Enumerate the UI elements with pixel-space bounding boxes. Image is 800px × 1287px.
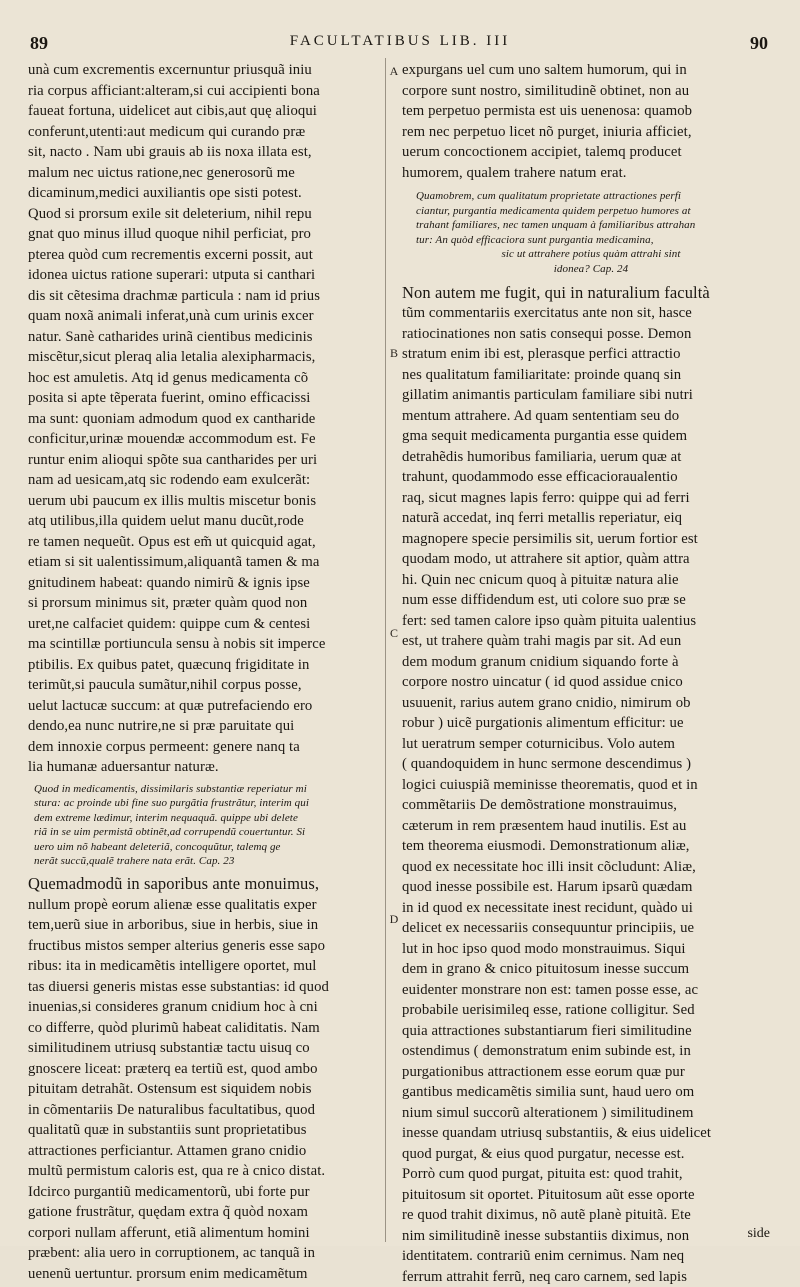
page-number-left: 89 [30, 33, 48, 53]
text-line: stratum enim ibi est, plerasque perfici attractio [402, 346, 681, 363]
text-line: dicaminum,medici auxiliantis ope sisti potest. [28, 185, 302, 201]
text-line: tur: An quòd efficaciora sunt purgantia medicamina, [416, 233, 654, 246]
text-line: gillatim animantis particulam familiare sibi nutri [402, 387, 693, 404]
text-line: corpore nostro uincatur ( id quod assidue cnico [402, 674, 683, 691]
text-line: terimũt,si paucula sumãtur,nihil corpus posse, [28, 677, 302, 693]
text-line: atq utilibus,illa quidem uelut manu ducũt,rode [28, 513, 304, 529]
text-line: re tamen nequeũt. Opus est em̃ ut quicquid agat, [28, 533, 316, 550]
text-line: faueat fortuna, uidelicet aut cibis,aut quę alioqui [28, 103, 317, 119]
text-line: robur ) uicẽ purgationis alimentum efficitur: ue [402, 715, 684, 732]
text-line: ma scintillæ portiuncula sensu à nobis sit imperce [28, 636, 326, 652]
text-line: est, ut trahere quàm trahi magis par sit. Ad eun [402, 633, 682, 650]
text-line: ptibilis. Ex quibus patet, quæcunq frigiditate in [28, 656, 310, 673]
text-line: stura: ac proinde ubi fine suo purgãtia frustrãtur, interim qui [34, 797, 309, 810]
text-line: re quod trahit diximus, nõ autẽ planè pituitã. Ete [402, 1207, 691, 1224]
text-line: miscẽtur,sicut pleraq alia letalia alexipharmacis, [28, 349, 316, 365]
text-line: ria corpus afficiant:alteram,si cui accipienti bona [28, 82, 320, 99]
text-line: dendo,ea nunc nutrire,ne si præ paruitate qui [28, 718, 295, 734]
text-line: quia attractiones substantiarum fieri similitudine [402, 1022, 692, 1039]
text-line: uret,ne calfaciet quidem: quippe cum & centesi [28, 615, 311, 632]
text-line: inesse quandam utriusq substantiis, & eius uidelicet [402, 1125, 712, 1142]
text-line: fert: sed tamen calore ipso quàm pituita ualentius [402, 612, 697, 629]
text-line: ma sunt: quoniam admodum quod ex cantharide [28, 410, 316, 427]
text-line: commẽtariis De demõstratione monstrauimus, [402, 797, 678, 814]
text-line: inuenias,si consideres granum cnidium hoc à cni [28, 999, 318, 1016]
text-line: dem innoxie corpus permeent: genere nanq ta [28, 738, 300, 755]
left-body-text-2 [28, 874, 380, 1284]
text-line: detrahẽdis humoribus familiaria, uerum quæ at [402, 448, 682, 465]
text-line: uero uim nõ habeant deleteriã, concoquũtur, talemq ge [34, 840, 281, 853]
right-body-text-2 [402, 283, 770, 1287]
text-line: nes qualitatum familiaritate: proinde quanq sin [402, 366, 682, 383]
text-line: dis sit cẽtesima drachmæ particula : nam id prius [28, 287, 321, 304]
text-line: similitudinem utriusq substantiæ tactu uisuq co [28, 1040, 310, 1057]
text-line: Porrò cum quod purgat, pituita est: quod trahit, [402, 1166, 683, 1183]
text-line: uerum ubi paucum ex illis multis miscetur bonis [28, 492, 317, 509]
text-line: quodam modo, ut attrahere sit aptior, quàm attra [402, 551, 690, 568]
text-line: attractiones perficiantur. Attamen grano cnidio [28, 1142, 307, 1159]
text-line: conferunt,utenti:aut medicum qui curando præ [28, 123, 306, 140]
text-line: tem theorema eiusmodi. Demonstrationum aliæ, [402, 838, 690, 855]
text-line: corpori nullam afferunt, etiã alimentum homini [28, 1224, 310, 1241]
text-line: Quod in medicamentis, dissimilaris substantiæ reperiatur mi [34, 782, 307, 795]
text-line: probabile uerisimileq esse, ratione colligitur. Sed [402, 1002, 695, 1019]
page-number-right: 90 [750, 33, 768, 53]
text-line: dem in grano & cnico pituitosum inesse succum [402, 961, 690, 978]
margin-marker-b: B [389, 346, 398, 360]
text-line: logici cuiuspiã meminisse theorematis, quod et in [402, 776, 698, 793]
right-body-text-1 [402, 60, 770, 183]
text-line: cæterum in rem præsentem haud inutilis. Est au [402, 817, 687, 834]
text-line: tem perpetuo permista est uis uenenosa: quamob [402, 103, 693, 119]
text-line: usuuenit, rarius autem grano cnidio, nimirum ob [402, 694, 691, 711]
text-line: trahant familiares, nec tamen unquam à familiaribus attrahan [416, 219, 696, 232]
text-line: Non autem me fugit, qui in naturalium facultà [402, 282, 710, 302]
text-line: rem nec perpetuo licet nõ purget, iniuria afficiet, [402, 123, 692, 140]
text-line: Quamobrem, cum qualitatum proprietate attractiones perfi [416, 190, 682, 202]
running-title: FACULTATIBUS LIB. III [289, 33, 511, 49]
text-line: num esse diffidendum est, uti colore suo præ se [402, 592, 686, 609]
text-line: ribus: ita in medicamẽtis intelligere oportet, mul [28, 958, 317, 975]
text-line: tas diuersi generis mistas esse substantias: id quod [28, 978, 329, 995]
text-line: Quod si prorsum exile sit deleterium, nihil repu [28, 205, 312, 222]
text-line: ciantur, purgantia medicamenta quidem perpetuo humores at [416, 204, 691, 217]
text-line: gnoscere liceat: præterq ea tertiũ est, quod ambo [28, 1060, 318, 1077]
text-line: qualitatũ quæ in substantiis sunt proprietatibus [28, 1122, 307, 1139]
text-line: nerãt succũ,qualẽ trahere nata erãt. Cap. 23 [34, 855, 235, 868]
text-line: quod purgat, & eius quod purgatur, necesse est. [402, 1145, 685, 1162]
text-line: magnopere specie persimilis sit, uerum fortior est [402, 530, 698, 547]
text-line: nium simul succorũ alterationem ) similitudinem [402, 1104, 694, 1121]
text-line: lut in hoc ipso quod modo monstrauimus. Siqui [402, 940, 686, 957]
text-line: ratiocinationes non satis consequi posse. Demon [402, 325, 692, 342]
text-line: gantibus medicamẽtis similia sunt, haud uero om [402, 1084, 695, 1101]
text-line: dem modum granum cnidium siquando forte à [402, 653, 679, 670]
text-line: quam noxã animali inferat,unà cum urinis excer [28, 308, 314, 324]
text-line: pituitam detrahãt. Ostensum est siquidem nobis [28, 1081, 312, 1098]
text-line: naturã accedat, inq ferri metallis reperiatur, eiq [402, 510, 683, 527]
text-line: ostendimus ( demonstratum enim subinde est, in [402, 1043, 691, 1060]
text-line: præbent: alia uero in corruptionem, ac tanquã in [28, 1245, 316, 1262]
margin-marker-d: D [389, 912, 399, 926]
text-line: hi. Quin nec cnicum quoq à pituitæ natura alie [402, 571, 679, 588]
text-line: posita si apte tẽperata fuerint, omino efficacissi [28, 390, 311, 406]
text-line: euidenter monstrare non est: tamen posse esse, ac [402, 981, 699, 998]
text-line: delicet ex necessariis consequuntur principiis, ue [402, 920, 695, 937]
text-line: quod ex necessitate hoc illi insit cõcludunt: Aliæ, [402, 858, 696, 875]
text-line: purgationibus attractionem esse eorum quæ pur [402, 1063, 685, 1080]
text-line: unà cum excrementis excernuntur priusquã iniu [28, 62, 312, 78]
text-line: natur. Sanè catharides urinã cientibus medicinis [28, 328, 313, 345]
text-line: malum nec uictus ratione,nec generosorũ me [28, 164, 295, 181]
text-line: hoc est amuletis. Atq id genus medicamenta cõ [28, 369, 309, 386]
text-line: tem,uerũ siue in arboribus, siue in herbis, siue in [28, 917, 319, 934]
text-line: Idcirco purgantiũ medicamentorũ, ubi forte pur [28, 1183, 310, 1200]
text-line: gnat quo minus illud quoque nihil perficiat, pro [28, 226, 312, 242]
text-line: trahunt, quodammodo esse efficacioraualentio [402, 469, 678, 486]
text-line: fructibus mistos semper alterius generis esse sapo [28, 937, 326, 954]
text-line: lut ueratrum semper coturnicibus. Volo autem [402, 735, 676, 752]
right-column [402, 60, 770, 1285]
column-rule [385, 58, 386, 1242]
text-line: ferrum attrahit ferrũ, neq caro carnem, sed lapis [402, 1268, 688, 1285]
text-line: gma sequit medicamenta purgantia esse quidem [402, 428, 688, 445]
text-line: quod inesse possibile est. Harum ipsarũ quædam [402, 879, 693, 896]
text-line: uelut lactucæ succum: at quæ putrefaciendo ero [28, 697, 313, 714]
text-line: raq, sicut magnes lapis ferro: quippe qui ad ferri [402, 489, 690, 506]
text-line: nim similitudinẽ inesse substantiis diximus, non [402, 1227, 690, 1244]
right-chapter-summary [402, 183, 770, 283]
text-line: conficitur,urinæ mouendæ accommodum est. Fe [28, 431, 316, 447]
margin-marker-a: A [389, 64, 399, 78]
text-line: riã in se uim permistã obtinẽt,ad corrupendũ couertuntur. Si [34, 826, 306, 839]
text-line: tũm commentariis exercitatus ante non sit, hasce [402, 305, 692, 322]
text-line: corpore sunt nostro, similitudinẽ obtinet, non au [402, 82, 690, 99]
text-line: idonea? Cap. 24 [553, 262, 629, 275]
text-line: uerum concoctionem accipiet, talemq producet [402, 144, 682, 160]
left-chapter-summary [28, 778, 380, 875]
text-line: idonea uictus ratione superari: utputa si canthari [28, 267, 316, 283]
left-column [28, 60, 380, 1282]
text-line: identitatem. contrariũ enim cernimus. Nam neq [402, 1248, 685, 1265]
text-line: multũ permistum caloris est, qua re à cnico distat. [28, 1163, 326, 1180]
text-line: pituitosum sit oportet. Pituitosum aũt esse oporte [402, 1186, 695, 1203]
text-line: pterea quòd cum recrementis excerni possit, aut [28, 246, 313, 263]
text-line: nam ad uesicam,atq sic rodendo eam exulcerãt: [28, 472, 311, 488]
text-line: in id quod ex necessitate inest recidunt, quàdo ui [402, 899, 693, 916]
text-line: si prorsum minimus sit, præter quàm quod non [28, 595, 308, 611]
text-line: mentum attrahere. Ad quam sententiam seu do [402, 407, 680, 424]
text-line: Quemadmodũ in saporibus ante monuimus, [28, 874, 320, 894]
text-line: sit, nacto . Nam ubi grauis ab iis noxa illata est, [28, 144, 312, 160]
text-line: dem extreme lædimur, interim nequaquã. quippe ubi delete [34, 811, 298, 824]
text-line: nullum propè eorum alienæ esse qualitatis exper [28, 896, 317, 913]
text-line: in cõmentariis De naturalibus facultatibus, quod [28, 1101, 316, 1118]
text-line: uenenũ uertuntur. prorsum enim medicamẽtum [28, 1265, 308, 1282]
text-line: expurgans uel cum uno saltem humorum, qui in [402, 62, 687, 78]
text-line: lia humanæ aduersantur naturæ. [28, 759, 219, 775]
page-header [0, 32, 800, 58]
margin-marker-c: C [389, 626, 398, 640]
text-line: sic ut attrahere potius quàm attrahi sint [501, 248, 681, 261]
text-line: etiam si sit ualentissimum,aliquantã tamen & ma [28, 554, 320, 570]
left-body-text-1 [28, 60, 380, 778]
text-line: co differre, quòd plurimũ habeat caliditatis. Nam [28, 1019, 320, 1036]
text-line: humorem, qualem trahere natum erat. [402, 164, 627, 181]
text-line: gnitudinem habeat: quando nimirũ & ignis ipse [28, 574, 310, 591]
text-line: runtur enim alioqui spõte sua cantharides per uri [28, 451, 318, 468]
text-line: ( quandoquidem in hunc sermone descendimus ) [402, 756, 692, 773]
text-line: gatione frustrãtur, quędam extra q̃ quòd noxam [28, 1204, 309, 1221]
catchword: side [747, 1226, 770, 1241]
